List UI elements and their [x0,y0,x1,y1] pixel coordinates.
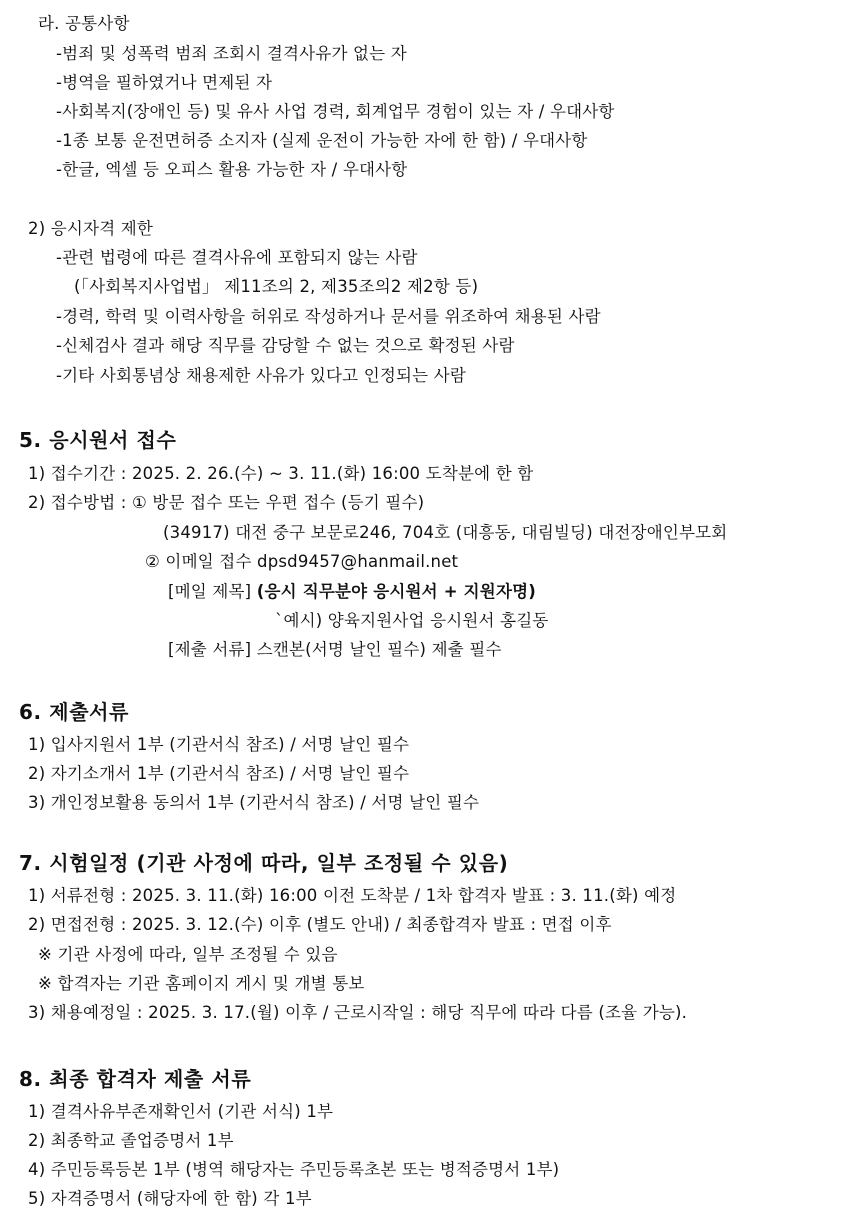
mailing-address: (34917) 대전 중구 보문로246, 704호 (대흥동, 대림빌딩) 대전장애인부모회 [163,523,728,542]
common-heading: 라. 공통사항 [38,14,130,33]
final-document-item: 2) 최종학교 졸업증명서 1부 [28,1131,234,1150]
restriction-item: -신체검사 결과 해당 직무를 감당할 수 없는 것으로 확정된 사람 [56,336,515,355]
mail-subject-label: [메일 제목] [168,582,252,601]
section-8-heading: 8. 최종 합격자 제출 서류 [19,1067,252,1091]
restriction-item: -경력, 학력 및 이력사항을 허위로 작성하거나 문서를 위조하여 채용된 사람 [56,307,601,326]
schedule-note: ※ 기관 사정에 따라, 일부 조정될 수 있음 [38,945,338,964]
submit-docs-label: [제출 서류] [168,640,252,659]
mail-subject-example: `예시) 양육지원사업 응시원서 홍길동 [275,611,549,630]
schedule-item: 3) 채용예정일 : 2025. 3. 17.(월) 이후 / 근로시작일 : 해당 직무에 따라 다름 (조율 가능). [28,1003,688,1022]
document-item: 2) 자기소개서 1부 (기관서식 참조) / 서명 날인 필수 [28,764,410,783]
restriction-item: -기타 사회통념상 채용제한 사유가 있다고 인정되는 사람 [56,366,467,385]
document-item: 1) 입사지원서 1부 (기관서식 참조) / 서명 날인 필수 [28,735,410,754]
mail-subject-value: (응시 직무분야 응시원서 + 지원자명) [256,582,536,601]
final-document-item: 5) 자격증명서 (해당자에 한 함) 각 1부 [28,1189,312,1208]
common-item: -1종 보통 운전면허증 소지자 (실제 운전이 가능한 자에 한 함) / 우대사항 [56,131,588,150]
common-item: -한글, 엑셀 등 오피스 활용 가능한 자 / 우대사항 [56,160,408,179]
section-6-heading: 6. 제출서류 [19,700,129,724]
common-item: -범죄 및 성폭력 범죄 조회시 결격사유가 없는 자 [56,44,407,63]
mail-subject-row [168,582,536,602]
document-item: 3) 개인정보활용 동의서 1부 (기관서식 참조) / 서명 날인 필수 [28,793,480,812]
section-7-heading: 7. 시험일정 (기관 사정에 따라, 일부 조정될 수 있음) [19,851,509,875]
final-document-item: 4) 주민등록등본 1부 (병역 해당자는 주민등록초본 또는 병적증명서 1부) [28,1160,560,1179]
submit-docs-value: 스캔본(서명 날인 필수) 제출 필수 [256,640,502,659]
email-submission: ② 이메일 접수 dpsd9457@hanmail.net [145,552,459,571]
application-method: 2) 접수방법 : ① 방문 접수 또는 우편 접수 (등기 필수) [28,493,425,512]
schedule-item: 1) 서류전형 : 2025. 3. 11.(화) 16:00 이전 도착분 / 1차 합격자 발표 : 3. 11.(화) 예정 [28,886,677,905]
submit-docs-row [168,640,502,660]
restriction-item: -관련 법령에 따른 결격사유에 포함되지 않는 사람 [56,248,418,267]
schedule-item: 2) 면접전형 : 2025. 3. 12.(수) 이후 (별도 안내) / 최종합격자 발표 : 면접 이후 [28,915,612,934]
common-item: -사회복지(장애인 등) 및 유사 사업 경력, 회계업무 경험이 있는 자 / 우대사항 [56,102,615,121]
common-item: -병역을 필하였거나 면제된 자 [56,73,273,92]
schedule-note: ※ 합격자는 기관 홈페이지 게시 및 개별 통보 [38,974,365,993]
restriction-item: (「사회복지사업법」 제11조의 2, 제35조의2 제2항 등) [74,277,479,296]
final-document-item: 1) 결격사유부존재확인서 (기관 서식) 1부 [28,1102,334,1121]
application-period: 1) 접수기간 : 2025. 2. 26.(수) ~ 3. 11.(화) 16:00 도착분에 한 함 [28,464,534,483]
restriction-heading: 2) 응시자격 제한 [28,219,154,238]
section-5-heading: 5. 응시원서 접수 [19,428,177,452]
